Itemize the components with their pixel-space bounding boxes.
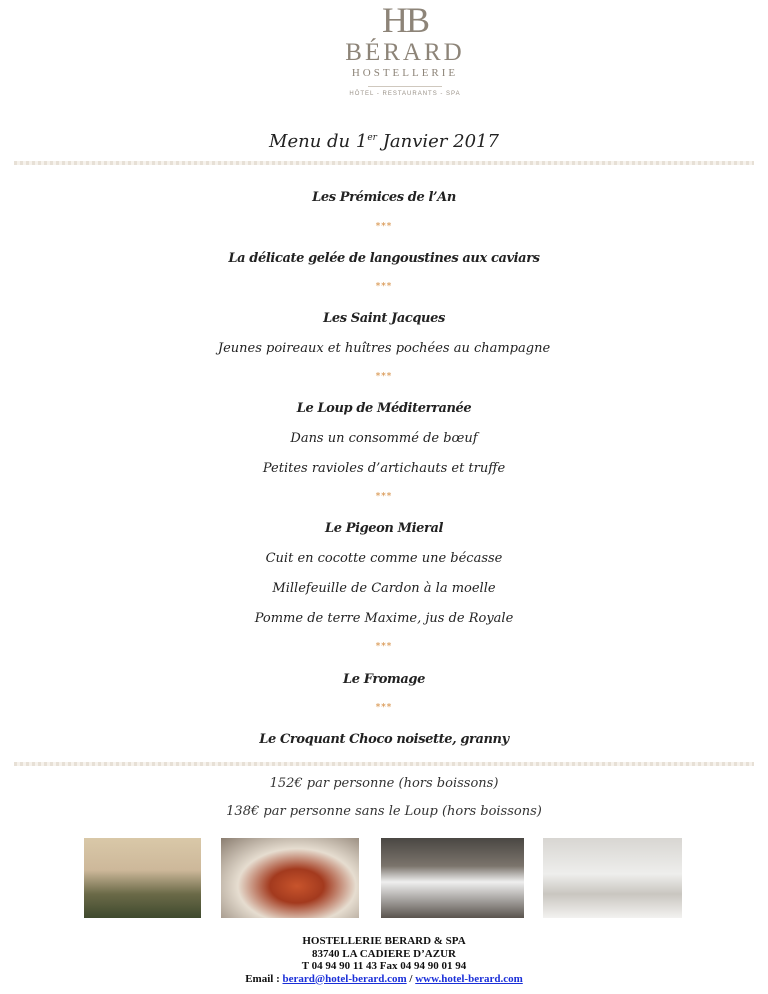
course-premices: Les Prémices de l’An xyxy=(312,190,456,205)
course-detail: Pomme de terre Maxime, jus de Royale xyxy=(254,611,514,626)
email-link[interactable]: berard@hotel-berard.com xyxy=(282,972,407,985)
footer-links xyxy=(0,973,768,986)
course-separator: *** xyxy=(375,703,393,713)
course-separator: *** xyxy=(375,642,393,652)
course-detail: Jeunes poireaux et huîtres pochées au champagne xyxy=(217,341,551,356)
course-saint-jacques: Les Saint Jacques xyxy=(323,311,445,326)
village-landscape-photo xyxy=(84,838,201,918)
footer-link-separator: / xyxy=(406,972,416,985)
course-separator: *** xyxy=(375,282,393,292)
course-pigeon: Le Pigeon Mieral xyxy=(324,521,444,536)
price-without-loup: 138€ par personne sans le Loup (hors boissons) xyxy=(226,804,542,819)
course-detail: Dans un consommé de bœuf xyxy=(290,431,478,446)
top-divider xyxy=(14,161,754,165)
course-separator: *** xyxy=(375,222,393,232)
logo-monogram: HB xyxy=(381,0,428,40)
logo-subtitle: HOSTELLERIE xyxy=(351,67,459,79)
logo-name: BÉRARD xyxy=(345,39,465,66)
website-link[interactable]: www.hotel-berard.com xyxy=(415,972,523,985)
footer-contact xyxy=(0,935,768,985)
menu-title-prefix: Menu du 1 xyxy=(269,131,368,152)
price-full: 152€ par personne (hors boissons) xyxy=(269,776,499,791)
bottom-divider xyxy=(14,762,754,766)
course-separator: *** xyxy=(375,372,393,382)
course-separator: *** xyxy=(375,492,393,502)
course-langoustines: La délicate gelée de langoustines aux caviars xyxy=(228,251,540,266)
dining-table-photo xyxy=(543,838,682,918)
logo-tagline: HÔTEL - RESTAURANTS - SPA xyxy=(349,91,461,97)
course-detail: Cuit en cocotte comme une bécasse xyxy=(265,551,503,566)
course-dessert: Le Croquant Choco noisette, granny xyxy=(259,732,509,747)
course-fromage: Le Fromage xyxy=(343,672,425,687)
course-detail: Petites ravioles d’artichauts et truffe xyxy=(262,461,506,476)
course-detail: Millefeuille de Cardon à la moelle xyxy=(272,581,496,596)
footer-hotel-name: HOSTELLERIE BERARD & SPA xyxy=(302,935,466,947)
logo-rule xyxy=(368,86,442,87)
menu-title xyxy=(0,131,768,152)
footer-address: 83740 LA CADIERE D’AZUR xyxy=(312,947,456,960)
chef-in-kitchen-photo xyxy=(381,838,524,918)
plated-dish-photo xyxy=(221,838,359,918)
footer-email-label: Email : xyxy=(245,972,283,985)
menu-title-ordinal: er xyxy=(367,133,377,143)
course-loup: Le Loup de Méditerranée xyxy=(296,401,472,416)
footer-phone: T 04 94 90 11 43 Fax 04 94 90 01 94 xyxy=(301,960,467,972)
hotel-logo xyxy=(340,0,470,108)
menu-title-suffix: Janvier 2017 xyxy=(376,131,499,152)
